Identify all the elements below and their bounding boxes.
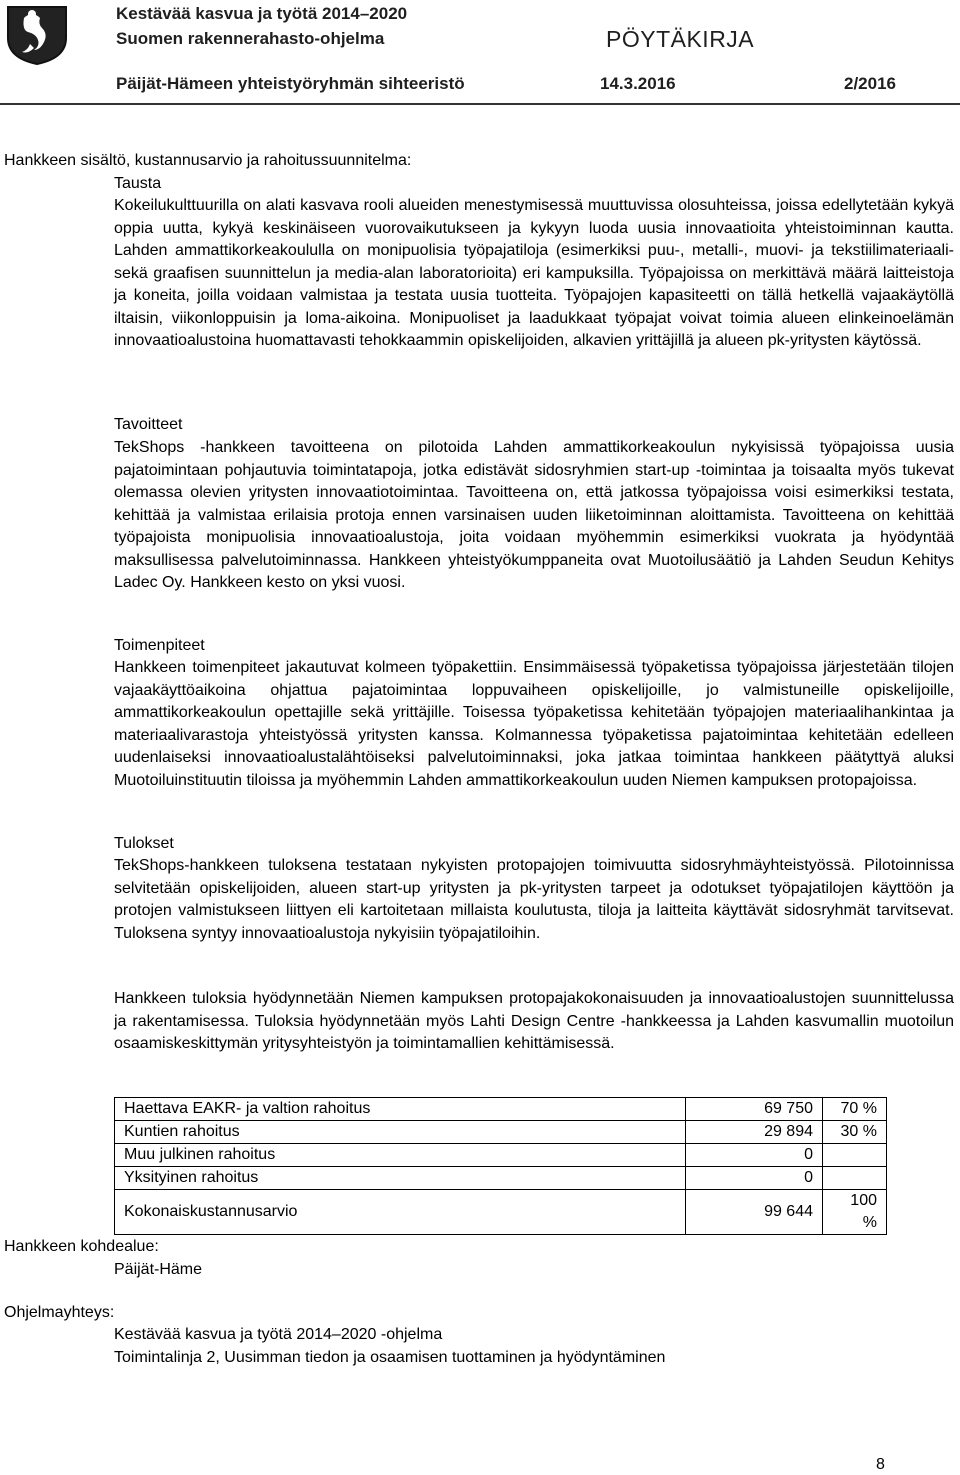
funding-label: Kokonaiskustannusarvio [115,1190,686,1235]
header-date: 14.3.2016 [600,74,676,93]
document-type: PÖYTÄKIRJA [606,26,755,52]
header-program-title: Kestävää kasvua ja työtä 2014–2020 [116,4,408,23]
funding-label: Kuntien rahoitus [115,1121,686,1144]
funding-amount: 99 644 [686,1190,823,1235]
target-area-value: Päijät-Häme [114,1261,203,1278]
section-heading: Hankkeen sisältö, kustannusarvio ja rahoitussuunnitelma: [4,152,412,169]
funding-amount: 0 [686,1144,823,1167]
funding-percent: 100 % [823,1190,887,1235]
table-row [115,1190,887,1235]
funding-label: Haettava EAKR- ja valtion rahoitus [115,1098,686,1121]
program-line-1: Kestävää kasvua ja työtä 2014–2020 -ohjelma [114,1326,443,1343]
header-divider [0,103,960,105]
coat-of-arms-logo [4,4,70,66]
funding-percent: 30 % [823,1121,887,1144]
funding-label: Yksityinen rahoitus [115,1167,686,1190]
tavoitteet-paragraph: TekShops -hankkeen tavoitteena on pilotoida Lahden ammattikorkeakoulun nykyisissä työpajoissa uusia pajatoimintaan pohjautuvia toimintatapoja, jotka edistävät sidosryhmien start-up -toimintaa ja toisaalta myös tukevat olemassa olevien yritysten innovaatiotoimintaa. Tavoitteena on, että jatkossa työpajoissa voisi esimerkiksi testata, kehittää ja valmistaa erilaisia protoja ennen varsinaisen uuden liiketoiminnan aloittamista. Tavoitteena on kehittää työpajoista monipuolisia innovaatioalustoja, joita voidaan myöhemmin esimerkiksi vuokrata ja hyödyntää maksullisessa palvelutoiminnassa. Hankkeen yhteistyökumppaneita ovat Muotoilusäätiö ja Lahden Seudun Kehitys Ladec Oy. Hankkeen kesto on yksi vuosi. [114,439,954,591]
funding-label: Muu julkinen rahoitus [115,1144,686,1167]
funding-percent [823,1167,887,1190]
funding-percent: 70 % [823,1098,887,1121]
table-row [115,1098,887,1121]
header-office: Päijät-Hämeen yhteistyöryhmän sihteeristö [116,74,465,93]
header-program-subtitle: Suomen rakennerahasto-ohjelma [116,29,385,48]
tavoitteet-heading: Tavoitteet [114,416,183,433]
toimenpiteet-heading: Toimenpiteet [114,637,205,654]
tulokset-heading: Tulokset [114,835,174,852]
hyodyntaminen-paragraph: Hankkeen tuloksia hyödynnetään Niemen kampuksen protopajakokonaisuuden ja innovaatioalustojen suunnittelussa ja rakentamisessa. Tuloksia hyödynnetään myös Lahti Design Centre -hankkeessa ja Lahden kasvumallin muotoilun osaamiskeskittymän yritysyhteistyön ja toimintamallien kehittämisessä. [114,990,954,1052]
page-number: 8 [876,1456,885,1473]
funding-amount: 69 750 [686,1098,823,1121]
table-row [115,1144,887,1167]
tausta-heading: Tausta [114,175,162,192]
program-line-2: Toimintalinja 2, Uusimman tiedon ja osaamisen tuottaminen ja hyödyntäminen [114,1349,666,1366]
table-row [115,1121,887,1144]
table-row [115,1167,887,1190]
funding-amount: 0 [686,1167,823,1190]
program-label: Ohjelmayhteys: [4,1304,115,1321]
header-number: 2/2016 [844,74,896,93]
funding-table [114,1097,887,1235]
funding-amount: 29 894 [686,1121,823,1144]
tausta-paragraph: Kokeilukulttuurilla on alati kasvava rooli alueiden menestymisessä muuttuvissa olosuhteissa, joissa edellytetään kykyä oppia uutta, kykyä keskinäiseen vuorovaikutukseen ja kykyyn luoda uusia innovaatioita yhteistoiminnan kautta. Lahden ammattikorkeakoululla on monipuolisia työpajatiloja (esimerkiksi puu-, metalli-, muovi- ja tekstiilimateriaali- sekä graafisen suunnittelun ja media-alan laboratorioita) eri kampuksilla. Työpajoissa on merkittävä määrä laitteistoja ja koneita, joilla voidaan valmistaa ja testata uusia tuotteita. Työpajojen kapasiteetti on tällä hetkellä vajaakäytöllä iltaisin, viikonloppuisin ja loma-aikoina. Monipuoliset ja laadukkaat työpajat voivat toimia alueen elinkeinoelämän innovaatioalustoina huomattavasti tehokkaammin opiskelijoiden, alkavien yrittäjillä ja alueen pk-yritysten käytössä. [114,197,954,349]
target-area-label: Hankkeen kohdealue: [4,1238,159,1255]
funding-percent [823,1144,887,1167]
tulokset-paragraph: TekShops-hankkeen tuloksena testataan nykyisten protopajojen toimivuutta sidosryhmäyhteistyössä. Pilotoinnissa selvitetään opiskelijoiden, alueen start-up yritysten ja pk-yritysten tarpeet ja odotukset työpajatilojen käyttöön ja protojen valmistukseen liittyen eli kartoitetaan millaista koulutusta, tiloja ja laitteita käyttävät sidosryhmät tarvitsevat. Tuloksena syntyy innovaatioalustoja nykyisiin työpajatiloihin. [114,857,954,942]
toimenpiteet-paragraph: Hankkeen toimenpiteet jakautuvat kolmeen työpakettiin. Ensimmäisessä työpaketissa työpajoissa järjestetään tilojen vajaakäyttöaikoina ohjattua pajatoimintaa loppuvaiheen opiskelijoille, jo valmistuneille opiskelijoille, ammattikorkeakoulun opettajille sekä yrittäjille. Toisessa työpaketissa kehitetään työpajojen materiaalihankintaa ja materiaalivarastoja yhteistyössä yritysten kanssa. Kolmannessa työpaketissa pajatoimintaa kehitetään edelleen uudenlaiseksi innovaatioalustalähtöiseksi palvelutoiminnaksi, joka jatkaa toimintaa hankkeen päätyttyä aluksi Muotoiluinstituutin tiloissa ja myöhemmin Lahden ammattikorkeakoulun uuden Niemen kampuksen protopajoissa. [114,659,954,789]
